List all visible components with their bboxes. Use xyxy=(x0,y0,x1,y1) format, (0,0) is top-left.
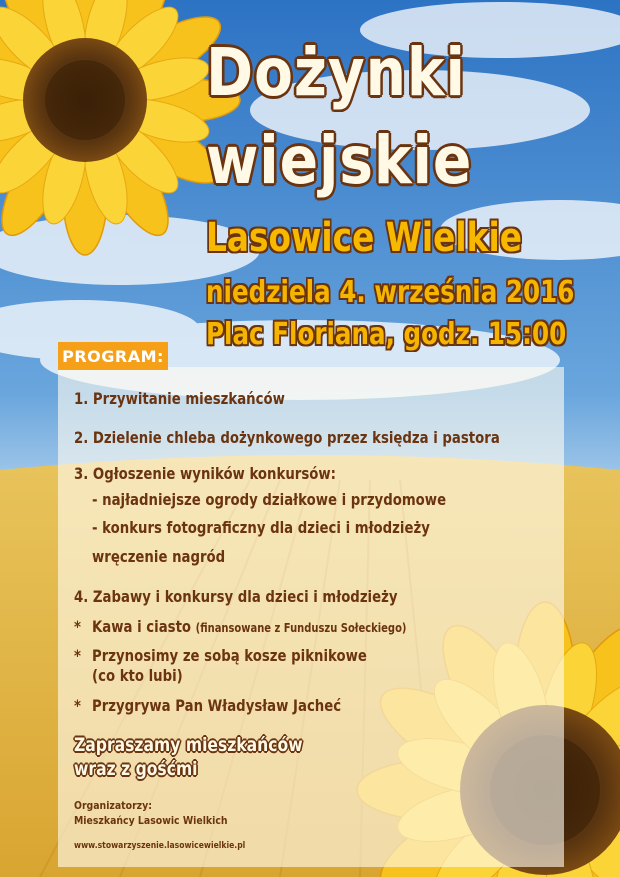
invite-line-2: wraz z gośćmi xyxy=(74,758,198,780)
organizers-label: Organizatorzy: xyxy=(74,799,152,812)
organizers-website: www.stowarzyszenie.lasowicewielkie.pl xyxy=(74,841,246,851)
extra-item-2: Przynosimy ze sobą kosze piknikowe xyxy=(92,646,367,665)
extra-item-3: Przygrywa Pan Władysław Jacheć xyxy=(92,696,342,715)
event-date: niedziela 4. września 2016 xyxy=(206,275,575,310)
title-line-1: Dożynki xyxy=(206,34,466,111)
event-place-time: Plac Floriana, godz. 15:00 xyxy=(206,317,567,352)
program-badge: PROGRAM: xyxy=(58,342,168,370)
extra-item-2-line-2: (co kto lubi) xyxy=(92,666,183,685)
extra-bullet-3: * xyxy=(74,696,81,715)
program-item-3-sub-3: wręczenie nagród xyxy=(92,547,226,566)
extra-item-1-text: Kawa i ciasto xyxy=(92,617,192,636)
title-line-2: wiejskie xyxy=(206,122,473,199)
extra-item-1-note: (finansowane z Funduszu Sołeckiego) xyxy=(195,621,407,635)
organizers-name: Mieszkańcy Lasowic Wielkich xyxy=(74,814,228,827)
program-item-2: 2. Dzielenie chleba dożynkowego przez księdza i pastora xyxy=(74,428,500,447)
invite-line-1: Zapraszamy mieszkańców xyxy=(74,734,303,756)
extra-bullet-1: * xyxy=(74,617,81,636)
extra-bullet-2: * xyxy=(74,646,81,665)
extra-item-1 xyxy=(92,619,406,635)
program-item-3-sub-2: - konkurs fotograficzny dla dzieci i młodzieży xyxy=(92,518,430,537)
program-item-4: 4. Zabawy i konkursy dla dzieci i młodzieży xyxy=(74,587,398,606)
location-name: Lasowice Wielkie xyxy=(206,215,522,261)
program-item-1: 1. Przywitanie mieszkańców xyxy=(74,389,285,408)
program-item-3: 3. Ogłoszenie wyników konkursów: xyxy=(74,464,336,483)
program-item-3-sub-1: - najładniejsze ogrody działkowe i przydomowe xyxy=(92,490,447,509)
